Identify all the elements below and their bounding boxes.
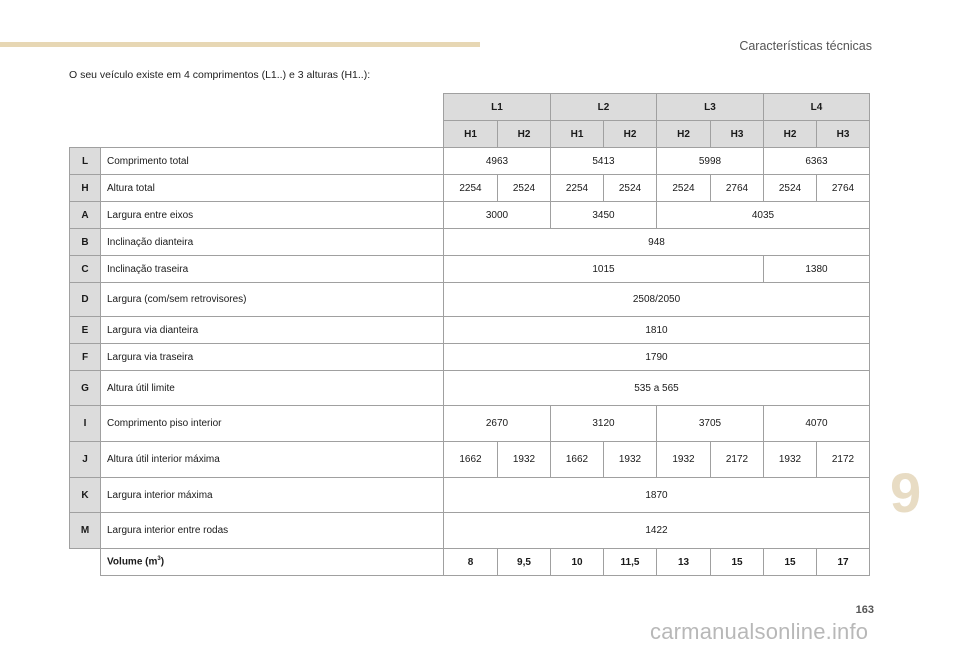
dimensions-table [69,93,870,576]
table-row [70,406,870,442]
height-header: H2 [657,121,711,148]
dimension-letter: B [70,229,101,256]
dimension-value: 1932 [498,442,551,478]
section-title: Características técnicas [739,39,872,53]
volume-value: 9,5 [498,549,551,576]
dimension-value: 2172 [817,442,870,478]
dimension-value: 1662 [551,442,604,478]
table-row [70,256,870,283]
dimension-label: Largura entre eixos [101,202,444,229]
dimension-label: Altura útil interior máxima [101,442,444,478]
height-header: H2 [764,121,817,148]
volume-label-sup: 3 [157,556,161,563]
height-header: H2 [604,121,657,148]
dimension-letter: D [70,283,101,317]
intro-text: O seu veículo existe em 4 comprimentos (L1..) e 3 alturas (H1..): [69,69,371,81]
dimension-value: 2764 [817,175,870,202]
dimension-value: 1790 [444,344,870,371]
dimension-value: 3705 [657,406,764,442]
volume-value: 13 [657,549,711,576]
table-row [70,478,870,513]
dimension-letter: I [70,406,101,442]
dimension-value: 5998 [657,148,764,175]
table-row [70,344,870,371]
height-header: H1 [444,121,498,148]
table-row [70,513,870,549]
dimension-value: 3450 [551,202,657,229]
dimension-value: 2524 [604,175,657,202]
volume-label [101,549,444,576]
dimension-letter: A [70,202,101,229]
dimension-value: 2524 [764,175,817,202]
dimension-label: Largura via traseira [101,344,444,371]
table-row [70,442,870,478]
dimension-value: 1810 [444,317,870,344]
dimension-value: 1380 [764,256,870,283]
dimension-value: 2254 [551,175,604,202]
table-row [70,283,870,317]
dimension-value: 948 [444,229,870,256]
dimension-value: 2764 [711,175,764,202]
dimension-value: 6363 [764,148,870,175]
length-header: L3 [657,94,764,121]
length-header-row [70,94,870,121]
table-row [70,317,870,344]
volume-label-text: Volume (m [107,556,158,568]
length-header: L2 [551,94,657,121]
dimension-label: Inclinação dianteira [101,229,444,256]
dimension-label: Comprimento total [101,148,444,175]
chapter-number: 9 [890,461,922,524]
volume-value: 8 [444,549,498,576]
dimension-value: 1932 [764,442,817,478]
height-header: H3 [711,121,764,148]
dimension-value: 2172 [711,442,764,478]
dimension-label: Altura útil limite [101,371,444,406]
dimension-label: Largura interior entre rodas [101,513,444,549]
dimension-value: 2254 [444,175,498,202]
dimension-letter: J [70,442,101,478]
dimension-value: 1932 [657,442,711,478]
dimension-value: 2524 [498,175,551,202]
dimension-letter: F [70,344,101,371]
volume-value: 15 [764,549,817,576]
dimension-value: 5413 [551,148,657,175]
dimension-value: 4963 [444,148,551,175]
header-blank [70,94,444,121]
dimension-value: 4070 [764,406,870,442]
table-row [70,229,870,256]
table-row [70,175,870,202]
dimension-value: 3000 [444,202,551,229]
dimension-value: 1422 [444,513,870,549]
dimension-letter: L [70,148,101,175]
table-row [70,371,870,406]
dimension-letter: G [70,371,101,406]
header-accent-bar [0,42,480,47]
dimension-value: 2670 [444,406,551,442]
table-row [70,202,870,229]
dimension-value: 1870 [444,478,870,513]
dimension-label: Altura total [101,175,444,202]
dimension-label: Inclinação traseira [101,256,444,283]
table-row [70,148,870,175]
dimension-label: Largura interior máxima [101,478,444,513]
dimension-value: 535 a 565 [444,371,870,406]
watermark: carmanualsonline.info [650,619,869,644]
dimension-value: 1932 [604,442,657,478]
dimension-letter: M [70,513,101,549]
length-header: L1 [444,94,551,121]
dimension-letter: K [70,478,101,513]
height-header: H2 [498,121,551,148]
dimension-value: 4035 [657,202,870,229]
volume-value: 17 [817,549,870,576]
volume-value: 10 [551,549,604,576]
volume-label-end: ) [160,556,165,568]
height-header: H3 [817,121,870,148]
dimension-value: 3120 [551,406,657,442]
dimension-label: Comprimento piso interior [101,406,444,442]
dimension-value: 1662 [444,442,498,478]
dimension-letter: H [70,175,101,202]
length-header: L4 [764,94,870,121]
dimension-value: 2524 [657,175,711,202]
dimension-letter: C [70,256,101,283]
volume-value: 15 [711,549,764,576]
height-header-row [70,121,870,148]
height-header: H1 [551,121,604,148]
volume-blank [70,549,101,576]
volume-value: 11,5 [604,549,657,576]
dimension-label: Largura via dianteira [101,317,444,344]
dimension-value: 2508/2050 [444,283,870,317]
volume-row [70,549,870,576]
header-blank [70,121,444,148]
dimension-letter: E [70,317,101,344]
page-number: 163 [855,604,874,616]
dimension-value: 1015 [444,256,764,283]
dimension-label: Largura (com/sem retrovisores) [101,283,444,317]
